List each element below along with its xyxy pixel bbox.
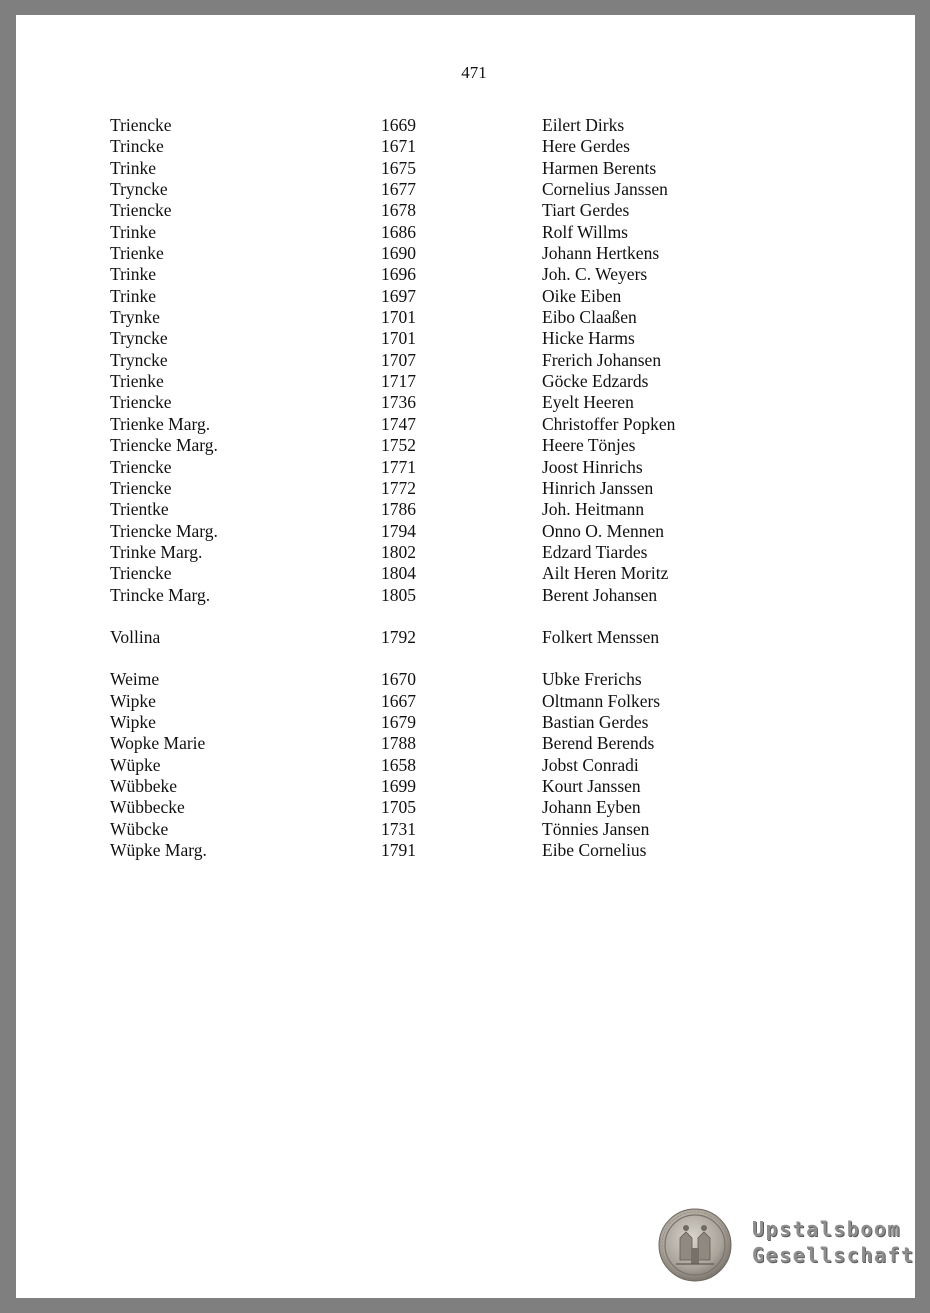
- entry-name: Trienke: [110, 371, 164, 392]
- entry-year: 1671: [381, 136, 416, 157]
- entry-year: 1699: [381, 775, 416, 796]
- entry-name: Wüpke Marg.: [110, 840, 207, 860]
- entry-partner: Tönnies Jansen: [542, 818, 650, 839]
- entry-year: 1772: [381, 477, 416, 498]
- entry-name: Trinke: [110, 157, 157, 178]
- society-name-line-1: Upstalsboom: [752, 1217, 901, 1241]
- entry-year: 1667: [381, 690, 416, 711]
- entry-year: 1804: [381, 563, 416, 584]
- entry-name: Weime: [110, 669, 160, 690]
- list-item: [110, 797, 810, 818]
- list-item: [110, 733, 810, 754]
- list-item: [110, 776, 810, 797]
- entry-partner: Joh. Heitmann: [542, 499, 645, 520]
- entry-year: 1717: [381, 371, 416, 392]
- list-item: [110, 435, 810, 456]
- entry-name: Trinke: [110, 221, 157, 242]
- entry-name: Triencke: [110, 477, 172, 498]
- list-item: [110, 371, 810, 392]
- list-item: [110, 627, 810, 648]
- entry-partner: Eilert Dirks: [542, 115, 625, 135]
- entry-partner: Cornelius Janssen: [542, 179, 668, 200]
- entry-name: Trynke: [110, 307, 160, 328]
- list-item: [110, 350, 810, 371]
- entry-name: Trincke: [110, 136, 164, 157]
- entry-name: Wopke Marie: [110, 733, 206, 754]
- entry-year: 1669: [381, 115, 416, 135]
- list-item: [110, 755, 810, 776]
- entry-partner: Eibo Claaßen: [542, 307, 637, 328]
- entry-year: 1705: [381, 797, 416, 818]
- entry-partner: Joh. C. Weyers: [542, 264, 648, 285]
- entry-year: 1701: [381, 328, 416, 349]
- entry-name: Triencke Marg.: [110, 520, 218, 541]
- entry-name: Trinke: [110, 285, 157, 306]
- entry-partner: Johann Eyben: [542, 797, 641, 818]
- page-number: 471: [461, 63, 487, 82]
- list-item: [110, 840, 810, 861]
- entry-year: 1731: [381, 818, 416, 839]
- entry-name: Wüpke: [110, 754, 161, 775]
- entry-name: Triencke: [110, 200, 172, 221]
- entry-year: 1701: [381, 307, 416, 328]
- entry-name: Trienke: [110, 243, 164, 264]
- entry-year: 1679: [381, 711, 416, 732]
- entry-partner: Kourt Janssen: [542, 775, 641, 796]
- list-item: [110, 478, 810, 499]
- list-item: [110, 222, 810, 243]
- entry-partner: Joost Hinrichs: [542, 456, 643, 477]
- list-item: [110, 414, 810, 435]
- document-page: [16, 15, 915, 1298]
- list-item: [110, 457, 810, 478]
- entry-partner: Here Gerdes: [542, 136, 630, 157]
- entry-name: Triencke: [110, 563, 172, 584]
- entry-partner: Folkert Menssen: [542, 626, 660, 647]
- entry-partner: Berend Berends: [542, 733, 655, 754]
- entry-name: Tryncke: [110, 328, 168, 349]
- entry-partner: Christoffer Popken: [542, 413, 676, 434]
- list-item: [110, 243, 810, 264]
- entry-year: 1670: [381, 669, 416, 690]
- entry-partner: Oltmann Folkers: [542, 690, 661, 711]
- entry-partner: Rolf Willms: [542, 221, 628, 242]
- list-item: [110, 286, 810, 307]
- entry-partner: Harmen Berents: [542, 157, 657, 178]
- entry-year: 1697: [381, 285, 416, 306]
- entry-name: Wipke: [110, 711, 156, 732]
- society-name-line-2: Gesellschaft: [752, 1243, 915, 1267]
- entry-year: 1791: [381, 840, 416, 860]
- entry-year: 1794: [381, 520, 416, 541]
- entry-name: Trienke Marg.: [110, 413, 211, 434]
- entry-name: Vollina: [110, 626, 161, 647]
- list-item: [110, 585, 810, 606]
- entry-name: Wübcke: [110, 818, 169, 839]
- society-name: [752, 1216, 915, 1268]
- entry-partner: Eyelt Heeren: [542, 392, 634, 413]
- entry-partner: Hinrich Janssen: [542, 477, 654, 498]
- entry-name: Wübbeke: [110, 775, 178, 796]
- entry-year: 1805: [381, 584, 416, 605]
- list-item: [110, 499, 810, 520]
- entry-partner: Oike Eiben: [542, 285, 622, 306]
- list-item: [110, 819, 810, 840]
- entry-partner: Johann Hertkens: [542, 243, 660, 264]
- list-item: [110, 669, 810, 690]
- entry-year: 1696: [381, 264, 416, 285]
- list-item: [110, 264, 810, 285]
- entry-partner: Bastian Gerdes: [542, 711, 649, 732]
- list-item: [110, 158, 810, 179]
- entry-partner: Jobst Conradi: [542, 754, 639, 775]
- society-logo: [658, 1208, 915, 1283]
- entry-partner: Onno O. Mennen: [542, 520, 664, 541]
- entry-partner: Frerich Johansen: [542, 349, 662, 370]
- entry-name: Triencke: [110, 392, 172, 413]
- entry-group: [110, 669, 810, 861]
- entry-name: Trinke: [110, 264, 157, 285]
- entry-partner: Ubke Frerichs: [542, 669, 642, 690]
- entry-year: 1690: [381, 243, 416, 264]
- list-item: [110, 542, 810, 563]
- entry-name: Trientke: [110, 499, 169, 520]
- entry-name: Trincke Marg.: [110, 584, 211, 605]
- register-list: [110, 115, 810, 882]
- list-item: [110, 328, 810, 349]
- entry-name: Wipke: [110, 690, 156, 711]
- list-item: [110, 712, 810, 733]
- list-item: [110, 691, 810, 712]
- entry-partner: Göcke Edzards: [542, 371, 649, 392]
- entry-year: 1747: [381, 413, 416, 434]
- list-item: [110, 136, 810, 157]
- entry-year: 1658: [381, 754, 416, 775]
- entry-year: 1686: [381, 221, 416, 242]
- entry-name: Triencke Marg.: [110, 435, 218, 456]
- entry-year: 1802: [381, 541, 416, 562]
- seal-icon: [658, 1208, 732, 1282]
- list-item: [110, 179, 810, 200]
- entry-year: 1786: [381, 499, 416, 520]
- entry-year: 1736: [381, 392, 416, 413]
- entry-year: 1675: [381, 157, 416, 178]
- entry-year: 1678: [381, 200, 416, 221]
- entry-partner: Heere Tönjes: [542, 435, 636, 456]
- list-item: [110, 521, 810, 542]
- entry-year: 1752: [381, 435, 416, 456]
- list-item: [110, 563, 810, 584]
- entry-group: [110, 627, 810, 648]
- entry-year: 1771: [381, 456, 416, 477]
- entry-name: Triencke: [110, 456, 172, 477]
- entry-year: 1707: [381, 349, 416, 370]
- entry-partner: Ailt Heren Moritz: [542, 563, 669, 584]
- list-item: [110, 392, 810, 413]
- list-item: [110, 307, 810, 328]
- entry-name: Tryncke: [110, 349, 168, 370]
- entry-name: Wübbecke: [110, 797, 185, 818]
- entry-year: 1788: [381, 733, 416, 754]
- entry-partner: Eibe Cornelius: [542, 840, 647, 860]
- entry-partner: Tiart Gerdes: [542, 200, 630, 221]
- entry-group: [110, 115, 810, 606]
- entry-name: Trinke Marg.: [110, 541, 203, 562]
- entry-partner: Berent Johansen: [542, 584, 658, 605]
- entry-name: Triencke: [110, 115, 172, 135]
- entry-year: 1677: [381, 179, 416, 200]
- entry-partner: Edzard Tiardes: [542, 541, 648, 562]
- list-item: [110, 200, 810, 221]
- entry-year: 1792: [381, 626, 416, 647]
- list-item: [110, 115, 810, 136]
- entry-name: Tryncke: [110, 179, 168, 200]
- entry-partner: Hicke Harms: [542, 328, 635, 349]
